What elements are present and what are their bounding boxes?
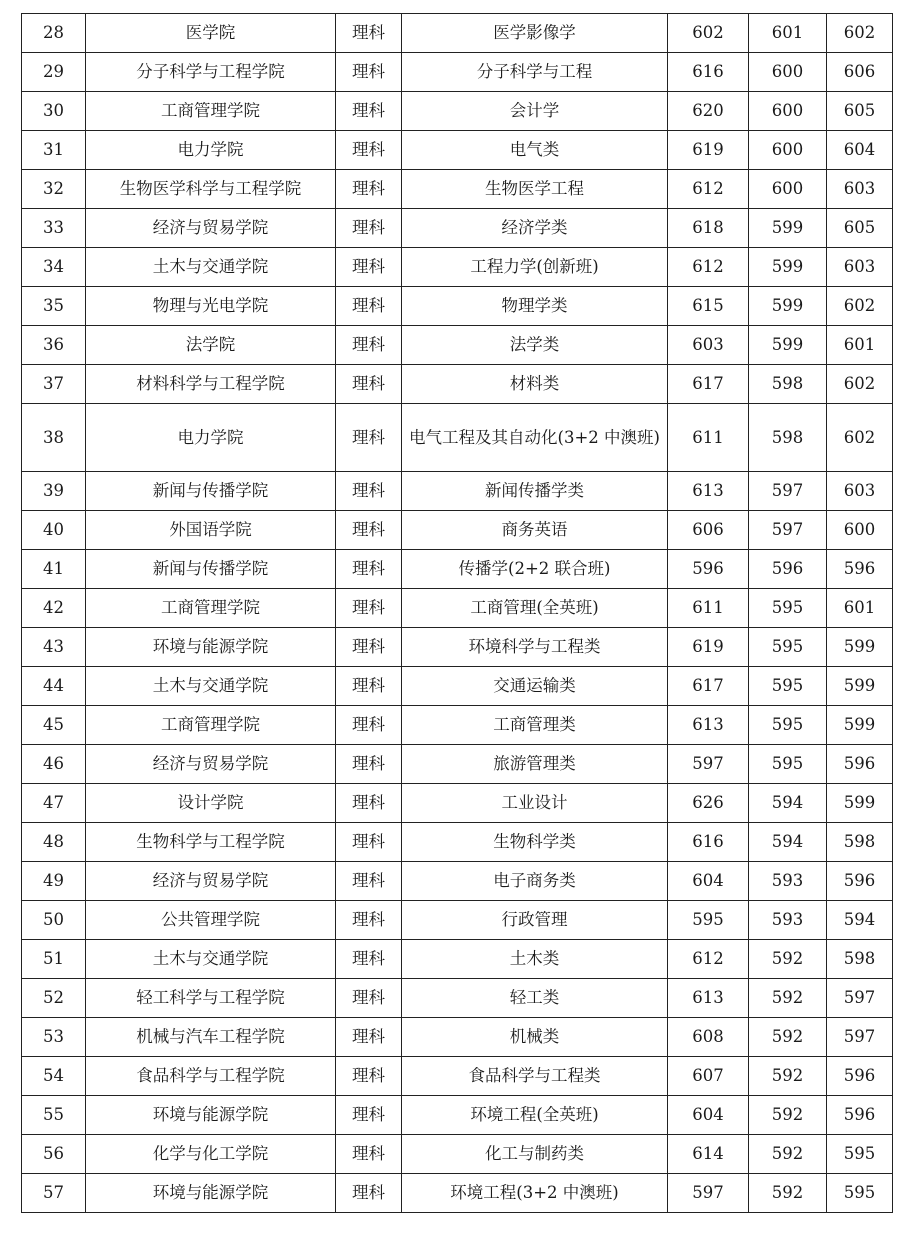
subject-cell: 理科 <box>336 511 402 550</box>
table-row <box>22 1096 893 1135</box>
table-row <box>22 170 893 209</box>
avg-score-cell: 600 <box>827 511 893 550</box>
avg-score-cell: 602 <box>827 365 893 404</box>
table-row <box>22 404 893 472</box>
subject-cell: 理科 <box>336 862 402 901</box>
row-number-cell: 55 <box>22 1096 86 1135</box>
max-score-cell: 608 <box>668 1018 749 1057</box>
row-number-cell: 41 <box>22 550 86 589</box>
avg-score-cell: 596 <box>827 550 893 589</box>
table-row <box>22 53 893 92</box>
min-score-cell: 593 <box>749 862 827 901</box>
max-score-cell: 611 <box>668 404 749 472</box>
major-cell: 土木类 <box>402 940 668 979</box>
major-cell: 生物科学类 <box>402 823 668 862</box>
table-row <box>22 14 893 53</box>
avg-score-cell: 602 <box>827 14 893 53</box>
major-cell: 材料类 <box>402 365 668 404</box>
subject-cell: 理科 <box>336 667 402 706</box>
subject-cell: 理科 <box>336 940 402 979</box>
min-score-cell: 595 <box>749 706 827 745</box>
avg-score-cell: 599 <box>827 628 893 667</box>
subject-cell: 理科 <box>336 1057 402 1096</box>
table-row <box>22 745 893 784</box>
row-number-cell: 50 <box>22 901 86 940</box>
table-row <box>22 131 893 170</box>
row-number-cell: 43 <box>22 628 86 667</box>
table-row <box>22 901 893 940</box>
max-score-cell: 616 <box>668 53 749 92</box>
max-score-cell: 614 <box>668 1135 749 1174</box>
college-cell: 土木与交通学院 <box>86 667 336 706</box>
table-row <box>22 979 893 1018</box>
major-cell: 工商管理类 <box>402 706 668 745</box>
college-cell: 法学院 <box>86 326 336 365</box>
row-number-cell: 39 <box>22 472 86 511</box>
avg-score-cell: 596 <box>827 862 893 901</box>
avg-score-cell: 601 <box>827 326 893 365</box>
major-cell: 交通运输类 <box>402 667 668 706</box>
table-row <box>22 1174 893 1213</box>
college-cell: 生物科学与工程学院 <box>86 823 336 862</box>
min-score-cell: 597 <box>749 472 827 511</box>
row-number-cell: 57 <box>22 1174 86 1213</box>
avg-score-cell: 599 <box>827 667 893 706</box>
min-score-cell: 599 <box>749 287 827 326</box>
avg-score-cell: 597 <box>827 1018 893 1057</box>
max-score-cell: 612 <box>668 940 749 979</box>
admission-score-table <box>21 13 893 1213</box>
subject-cell: 理科 <box>336 472 402 511</box>
avg-score-cell: 598 <box>827 823 893 862</box>
row-number-cell: 51 <box>22 940 86 979</box>
avg-score-cell: 602 <box>827 287 893 326</box>
row-number-cell: 45 <box>22 706 86 745</box>
major-cell: 电子商务类 <box>402 862 668 901</box>
subject-cell: 理科 <box>336 248 402 287</box>
major-cell: 化工与制药类 <box>402 1135 668 1174</box>
subject-cell: 理科 <box>336 628 402 667</box>
max-score-cell: 613 <box>668 472 749 511</box>
max-score-cell: 597 <box>668 1174 749 1213</box>
major-cell: 电气工程及其自动化(3+2 中澳班) <box>402 404 668 472</box>
row-number-cell: 31 <box>22 131 86 170</box>
major-cell: 环境科学与工程类 <box>402 628 668 667</box>
avg-score-cell: 605 <box>827 209 893 248</box>
subject-cell: 理科 <box>336 209 402 248</box>
max-score-cell: 620 <box>668 92 749 131</box>
college-cell: 医学院 <box>86 14 336 53</box>
row-number-cell: 47 <box>22 784 86 823</box>
major-cell: 生物医学工程 <box>402 170 668 209</box>
avg-score-cell: 596 <box>827 745 893 784</box>
subject-cell: 理科 <box>336 979 402 1018</box>
min-score-cell: 596 <box>749 550 827 589</box>
table-row <box>22 940 893 979</box>
college-cell: 环境与能源学院 <box>86 1096 336 1135</box>
max-score-cell: 617 <box>668 365 749 404</box>
row-number-cell: 38 <box>22 404 86 472</box>
min-score-cell: 599 <box>749 326 827 365</box>
min-score-cell: 592 <box>749 1096 827 1135</box>
row-number-cell: 28 <box>22 14 86 53</box>
avg-score-cell: 603 <box>827 170 893 209</box>
max-score-cell: 617 <box>668 667 749 706</box>
row-number-cell: 36 <box>22 326 86 365</box>
college-cell: 设计学院 <box>86 784 336 823</box>
major-cell: 医学影像学 <box>402 14 668 53</box>
college-cell: 材料科学与工程学院 <box>86 365 336 404</box>
major-cell: 轻工类 <box>402 979 668 1018</box>
row-number-cell: 33 <box>22 209 86 248</box>
min-score-cell: 592 <box>749 1135 827 1174</box>
max-score-cell: 607 <box>668 1057 749 1096</box>
subject-cell: 理科 <box>336 326 402 365</box>
subject-cell: 理科 <box>336 131 402 170</box>
college-cell: 外国语学院 <box>86 511 336 550</box>
subject-cell: 理科 <box>336 170 402 209</box>
table-row <box>22 326 893 365</box>
table-row <box>22 862 893 901</box>
max-score-cell: 619 <box>668 628 749 667</box>
min-score-cell: 592 <box>749 1018 827 1057</box>
min-score-cell: 595 <box>749 628 827 667</box>
min-score-cell: 597 <box>749 511 827 550</box>
major-cell: 会计学 <box>402 92 668 131</box>
min-score-cell: 600 <box>749 92 827 131</box>
row-number-cell: 46 <box>22 745 86 784</box>
table-row <box>22 1135 893 1174</box>
table-row <box>22 589 893 628</box>
avg-score-cell: 606 <box>827 53 893 92</box>
subject-cell: 理科 <box>336 92 402 131</box>
subject-cell: 理科 <box>336 784 402 823</box>
min-score-cell: 592 <box>749 940 827 979</box>
max-score-cell: 612 <box>668 170 749 209</box>
min-score-cell: 599 <box>749 209 827 248</box>
college-cell: 公共管理学院 <box>86 901 336 940</box>
max-score-cell: 626 <box>668 784 749 823</box>
row-number-cell: 42 <box>22 589 86 628</box>
avg-score-cell: 599 <box>827 784 893 823</box>
table-row <box>22 287 893 326</box>
min-score-cell: 595 <box>749 589 827 628</box>
table-row <box>22 1018 893 1057</box>
avg-score-cell: 601 <box>827 589 893 628</box>
major-cell: 环境工程(3+2 中澳班) <box>402 1174 668 1213</box>
avg-score-cell: 596 <box>827 1096 893 1135</box>
table-row <box>22 550 893 589</box>
table-row <box>22 667 893 706</box>
row-number-cell: 56 <box>22 1135 86 1174</box>
table-row <box>22 248 893 287</box>
table-row <box>22 1057 893 1096</box>
table-row <box>22 472 893 511</box>
major-cell: 旅游管理类 <box>402 745 668 784</box>
max-score-cell: 612 <box>668 248 749 287</box>
college-cell: 生物医学科学与工程学院 <box>86 170 336 209</box>
college-cell: 物理与光电学院 <box>86 287 336 326</box>
max-score-cell: 597 <box>668 745 749 784</box>
min-score-cell: 598 <box>749 365 827 404</box>
college-cell: 工商管理学院 <box>86 706 336 745</box>
avg-score-cell: 595 <box>827 1174 893 1213</box>
subject-cell: 理科 <box>336 53 402 92</box>
row-number-cell: 49 <box>22 862 86 901</box>
college-cell: 经济与贸易学院 <box>86 209 336 248</box>
table-row <box>22 511 893 550</box>
max-score-cell: 604 <box>668 862 749 901</box>
min-score-cell: 601 <box>749 14 827 53</box>
subject-cell: 理科 <box>336 901 402 940</box>
major-cell: 新闻传播学类 <box>402 472 668 511</box>
max-score-cell: 595 <box>668 901 749 940</box>
table-body <box>22 14 893 1213</box>
major-cell: 工商管理(全英班) <box>402 589 668 628</box>
avg-score-cell: 598 <box>827 940 893 979</box>
major-cell: 法学类 <box>402 326 668 365</box>
college-cell: 环境与能源学院 <box>86 628 336 667</box>
avg-score-cell: 594 <box>827 901 893 940</box>
min-score-cell: 593 <box>749 901 827 940</box>
row-number-cell: 40 <box>22 511 86 550</box>
college-cell: 新闻与传播学院 <box>86 472 336 511</box>
table-row <box>22 628 893 667</box>
max-score-cell: 613 <box>668 706 749 745</box>
college-cell: 分子科学与工程学院 <box>86 53 336 92</box>
avg-score-cell: 595 <box>827 1135 893 1174</box>
row-number-cell: 35 <box>22 287 86 326</box>
table-row <box>22 365 893 404</box>
avg-score-cell: 602 <box>827 404 893 472</box>
subject-cell: 理科 <box>336 365 402 404</box>
subject-cell: 理科 <box>336 14 402 53</box>
min-score-cell: 595 <box>749 745 827 784</box>
row-number-cell: 30 <box>22 92 86 131</box>
college-cell: 电力学院 <box>86 404 336 472</box>
max-score-cell: 606 <box>668 511 749 550</box>
min-score-cell: 592 <box>749 1174 827 1213</box>
subject-cell: 理科 <box>336 706 402 745</box>
subject-cell: 理科 <box>336 823 402 862</box>
major-cell: 商务英语 <box>402 511 668 550</box>
subject-cell: 理科 <box>336 287 402 326</box>
table-row <box>22 784 893 823</box>
max-score-cell: 603 <box>668 326 749 365</box>
min-score-cell: 594 <box>749 784 827 823</box>
subject-cell: 理科 <box>336 1135 402 1174</box>
min-score-cell: 599 <box>749 248 827 287</box>
max-score-cell: 615 <box>668 287 749 326</box>
min-score-cell: 592 <box>749 1057 827 1096</box>
min-score-cell: 595 <box>749 667 827 706</box>
major-cell: 工程力学(创新班) <box>402 248 668 287</box>
college-cell: 电力学院 <box>86 131 336 170</box>
major-cell: 电气类 <box>402 131 668 170</box>
college-cell: 化学与化工学院 <box>86 1135 336 1174</box>
avg-score-cell: 596 <box>827 1057 893 1096</box>
major-cell: 机械类 <box>402 1018 668 1057</box>
min-score-cell: 600 <box>749 131 827 170</box>
college-cell: 环境与能源学院 <box>86 1174 336 1213</box>
row-number-cell: 32 <box>22 170 86 209</box>
college-cell: 土木与交通学院 <box>86 940 336 979</box>
subject-cell: 理科 <box>336 745 402 784</box>
major-cell: 分子科学与工程 <box>402 53 668 92</box>
max-score-cell: 618 <box>668 209 749 248</box>
college-cell: 经济与贸易学院 <box>86 862 336 901</box>
row-number-cell: 34 <box>22 248 86 287</box>
subject-cell: 理科 <box>336 404 402 472</box>
college-cell: 工商管理学院 <box>86 92 336 131</box>
major-cell: 物理学类 <box>402 287 668 326</box>
avg-score-cell: 599 <box>827 706 893 745</box>
table-row <box>22 823 893 862</box>
min-score-cell: 598 <box>749 404 827 472</box>
college-cell: 食品科学与工程学院 <box>86 1057 336 1096</box>
college-cell: 新闻与传播学院 <box>86 550 336 589</box>
max-score-cell: 619 <box>668 131 749 170</box>
avg-score-cell: 605 <box>827 92 893 131</box>
avg-score-cell: 603 <box>827 248 893 287</box>
major-cell: 经济学类 <box>402 209 668 248</box>
max-score-cell: 611 <box>668 589 749 628</box>
row-number-cell: 53 <box>22 1018 86 1057</box>
major-cell: 食品科学与工程类 <box>402 1057 668 1096</box>
avg-score-cell: 597 <box>827 979 893 1018</box>
avg-score-cell: 604 <box>827 131 893 170</box>
avg-score-cell: 603 <box>827 472 893 511</box>
table-row <box>22 92 893 131</box>
major-cell: 环境工程(全英班) <box>402 1096 668 1135</box>
min-score-cell: 600 <box>749 53 827 92</box>
max-score-cell: 616 <box>668 823 749 862</box>
min-score-cell: 594 <box>749 823 827 862</box>
subject-cell: 理科 <box>336 550 402 589</box>
subject-cell: 理科 <box>336 1174 402 1213</box>
max-score-cell: 604 <box>668 1096 749 1135</box>
min-score-cell: 600 <box>749 170 827 209</box>
major-cell: 传播学(2+2 联合班) <box>402 550 668 589</box>
college-cell: 轻工科学与工程学院 <box>86 979 336 1018</box>
table-row <box>22 706 893 745</box>
row-number-cell: 29 <box>22 53 86 92</box>
row-number-cell: 37 <box>22 365 86 404</box>
row-number-cell: 54 <box>22 1057 86 1096</box>
subject-cell: 理科 <box>336 1018 402 1057</box>
subject-cell: 理科 <box>336 589 402 628</box>
min-score-cell: 592 <box>749 979 827 1018</box>
max-score-cell: 613 <box>668 979 749 1018</box>
college-cell: 土木与交通学院 <box>86 248 336 287</box>
max-score-cell: 596 <box>668 550 749 589</box>
row-number-cell: 44 <box>22 667 86 706</box>
college-cell: 经济与贸易学院 <box>86 745 336 784</box>
subject-cell: 理科 <box>336 1096 402 1135</box>
table-row <box>22 209 893 248</box>
major-cell: 行政管理 <box>402 901 668 940</box>
max-score-cell: 602 <box>668 14 749 53</box>
major-cell: 工业设计 <box>402 784 668 823</box>
college-cell: 机械与汽车工程学院 <box>86 1018 336 1057</box>
row-number-cell: 48 <box>22 823 86 862</box>
row-number-cell: 52 <box>22 979 86 1018</box>
college-cell: 工商管理学院 <box>86 589 336 628</box>
